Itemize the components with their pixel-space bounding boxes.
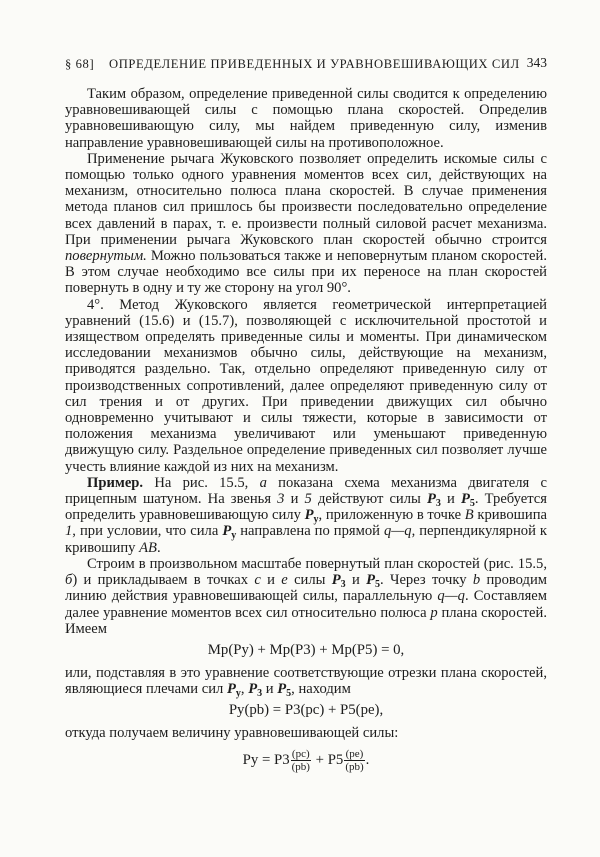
moment-equation: Mp(Py) + Mp(P3) + Mp(P5) = 0, — [207, 641, 405, 658]
paragraph-example: Пример. На рис. 15.5, а показана схема механизма двигателя с прицепным шатуном. На звенья 3 и 5 действуют силы $P_3$ и $P_5$. Требуется определить уравновешивающую силу $P_y$, приложенную в точке B кривошипа 1, при условии, что сила $P_y$ направлена по прямой q—q, перпендикулярной к кривошипу AB. — [65, 474, 548, 556]
paragraph-result: откуда получаем величину уравновешивающей силы: — [65, 725, 399, 742]
paragraph-1: Таким образом, определение приведенной силы сводится к определению уравновешивающей силы с помощью плана скоростей. Определив уравновешивающую силу, мы найдем приведенную силу, изменив направление уравновешивающей силы на противоположное. — [65, 86, 547, 151]
balancing-force-formula: Py = P3 $\frac{(pc)}{(pb)}$ + P5 $\frac{(pe)}{(pb)}$ . — [242, 747, 370, 773]
page-body — [65, 86, 547, 779]
section-number: § 68] — [65, 57, 95, 71]
paragraph-3: 4°. Метод Жуковского является геометрической интерпретацией уравнений (15.6) и (15.7), позволяющей с исключительной простотой и изяществом определять приведенные силы и моменты. При динамическом исследовании механизмов обычно силы, действующие на механизм, приводятся раздельно. Так, отдельно определяют приведенную силу от производственных сопротивлений, далее определяют приведенную силу от сил трения и от других. При приведении движущих сил обычно одновременно учитывают и силы тяжести, которые в зависимости от положения механизма увеличивают или уменьшают приведенную движущую силу. Раздельное определение приведенных сил позволяет лучше учесть влияние каждой из них на механизм. — [65, 296, 547, 475]
paragraph-substitution: или, подставляя в это уравнение соответствующие отрезки плана скоростей, являющиеся плечами сил $P_y$, $P_3$ и $P_5$, находим — [65, 664, 547, 700]
segment-equation: Py(pb) = P3(pc) + P5(pe), — [228, 702, 384, 719]
paragraph-2: Применение рычага Жуковского позволяет определить искомые силы с помощью только одного уравнения моментов всех сил, действующих на механизм, относительно полюса плана скоростей. В случае применения метода планов сил пришлось бы произвести последовательно определение всех давлений в парах, т. е. произвести полный силовой расчет механизма. При применении рычага Жуковского план скоростей обычно строится повернутым. Можно пользоваться также и неповернутым планом скоростей. В этом случае необходимо все силы при их переносе на план скоростей повернуть в одну и ту же сторону на угол 90°. — [65, 150, 547, 297]
page-number: 343 — [526, 55, 547, 70]
header-title: ОПРЕДЕЛЕНИЕ ПРИВЕДЕННЫХ И УРАВНОВЕШИВАЮЩИХ СИЛ — [109, 57, 520, 71]
paragraph-construction: Строим в произвольном масштабе повернутый план скоростей (рис. 15.5, б) и прикладываем в точках c и e силы $P_3$ и $P_5$. Через точку b проводим линию действия уравновешивающей силы, параллельную q—q. Составляем далее уравнение моментов всех сил относительно полюса p плана скоростей. Имеем — [65, 555, 548, 637]
fraction-1: $\frac{(pc)}{(pb)}$ — [291, 747, 310, 773]
fraction-2: $\frac{(pe)}{(pb)}$ — [345, 747, 364, 773]
